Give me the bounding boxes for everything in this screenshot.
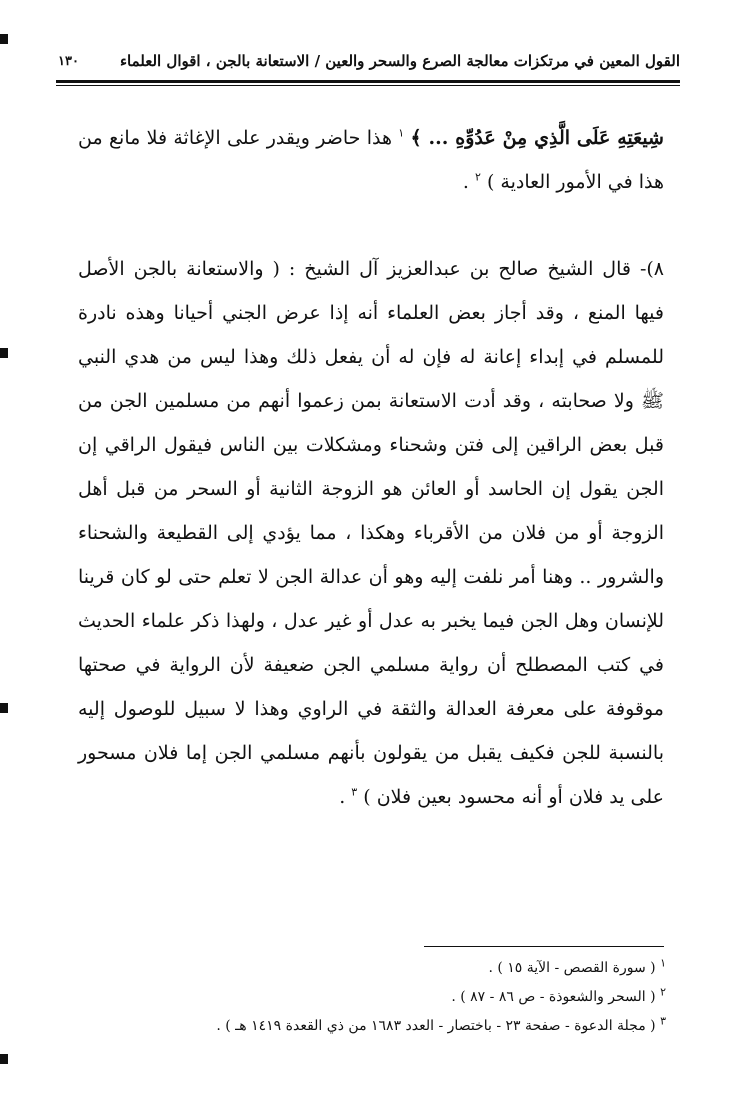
- footnote-item: [46, 954, 666, 983]
- footnote-number: ١: [660, 956, 666, 970]
- footnote-number: ٢: [660, 985, 666, 999]
- paragraph-end: .: [462, 171, 469, 193]
- header-rule-thin: [56, 85, 680, 86]
- footnote-text: ( مجلة الدعوة - صفحة ٢٣ - باختصار - العدد ١٦٨٣ من ذي القعدة ١٤١٩ هـ ) .: [216, 1018, 656, 1034]
- running-header: [58, 42, 680, 80]
- paragraph-2-text: ٨)- قال الشيخ صالح بن عبدالعزيز آل الشيخ : ( والاستعانة بالجن الأصل فيها المنع ، وقد أجاز بعض العلماء أنه إذا عرض الجني أحيانا وهذه نادرة للمسلم في إبداء إعانة له فإن له أن يفعل ذلك وهذا ليس من هدي النبي ﷺ ولا صحابته ، وقد أدت الاستعانة بمن زعموا أنهم من مسلمين الجن من قبل بعض الراقين إلى فتن وشحناء ومشكلات بين الناس فيقول الراقي إن الجن يقول إن الحاسد أو العائن هو الزوجة الثانية أو السحر من قبل أهل الزوجة أو من فلان من الأقرباء وهكذا ، مما يؤدي إلى القطيعة والشحناء والشرور .. وهنا أمر نلفت إليه وهو أن عدالة الجن لا تعلم حتى لو كان قرينا للإنسان وهل الجن فيما يخبر به عدل أو غير عدل ، ولهذا ذكر علماء الحديث في كتب المصطلح أن رواية مسلمي الجن ضعيفة لأن الرواية في صحتها موقوفة على معرفة العدالة والثقة في الراوي وهذا لا سبيل للوصول إليه بالنسبة للجن فكيف يقبل من يقولون بأنهم مسلمي الجن إما فلان مسحور على يد فلان أو أنه محسود بعين فلان ): [78, 258, 664, 808]
- running-title: القول المعين في مرتكزات معالجة الصرع والسحر والعين / الاستعانة بالجن ، اقوال العلماء: [119, 52, 680, 70]
- scan-edge-mark: [0, 34, 8, 44]
- header-rule: [56, 80, 680, 83]
- scan-edge-mark: [0, 703, 8, 713]
- footnotes: [46, 954, 666, 1041]
- scan-edge-mark: [0, 348, 8, 358]
- page-number: ١٣٠: [58, 53, 79, 69]
- footnote-ref: ١: [398, 126, 405, 140]
- scan-edge-mark: [0, 1054, 8, 1064]
- paragraph-end: .: [339, 786, 346, 808]
- footnote-number: ٣: [660, 1014, 666, 1028]
- footnote-text: ( سورة القصص - الآية ١٥ ) .: [488, 960, 656, 976]
- footnote-item: [46, 983, 666, 1012]
- paragraph-1-text: هذا حاضر ويقدر على الإغاثة فلا مانع من هذا في الأمور العادية ): [78, 127, 664, 193]
- footnote-separator: [424, 946, 664, 947]
- quran-verse-fragment: شِيعَتِهِ عَلَى الَّذِي مِنْ عَدُوِّهِ ... ﴾: [410, 127, 664, 149]
- paragraph-1: [78, 116, 664, 204]
- footnote-ref: ٣: [351, 785, 358, 799]
- paragraph-2: [78, 247, 664, 819]
- footnote-ref: ٢: [475, 170, 481, 184]
- footnote-text: ( السحر والشعوذة - ص ٨٦ - ٨٧ ) .: [451, 989, 656, 1005]
- footnote-item: [46, 1012, 666, 1041]
